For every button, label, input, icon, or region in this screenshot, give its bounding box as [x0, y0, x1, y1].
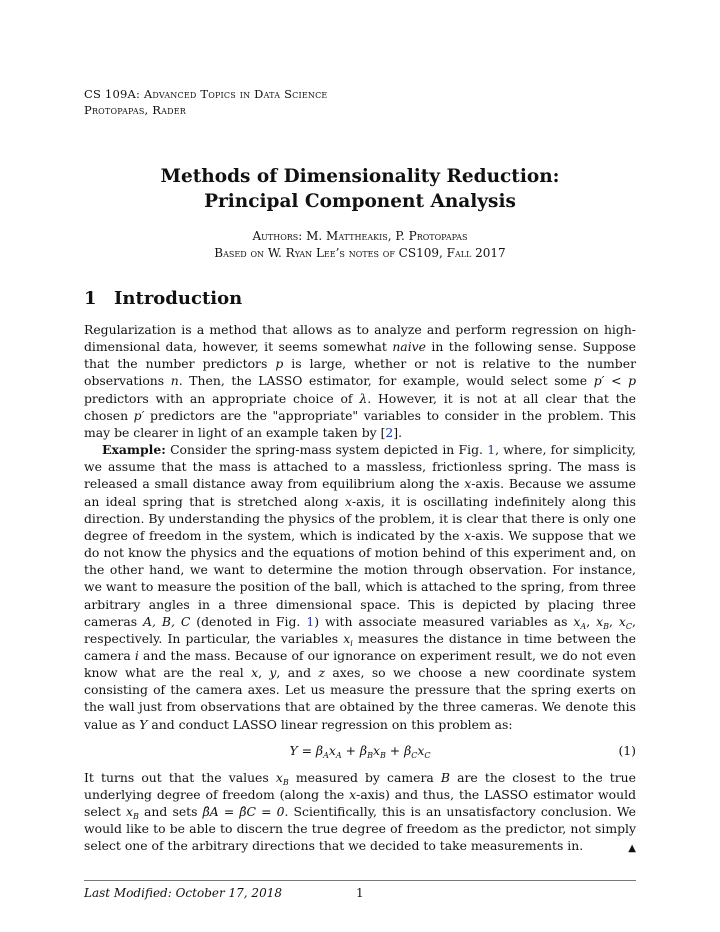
- text-run: , respectively. In particular, the variables: [84, 613, 636, 646]
- subscript: C: [625, 621, 632, 631]
- var: x: [372, 742, 380, 758]
- text-run: . However, it is not at all clear that the chosen: [84, 390, 636, 423]
- text-run: and the mass. Because of our ignorance on experiment result, we do not even know what are the real: [84, 647, 636, 681]
- text-run: and conduct LASSO linear regression on this problem as:: [147, 716, 513, 732]
- equation-number: (1): [618, 742, 636, 758]
- text-run: -axis, it is oscillating indefinitely along this direction. By understanding the physics of the problem, it is clear that there is only one degree of freedom in the system, which is indicated by the: [84, 493, 637, 543]
- math-p-prime: p′: [133, 407, 145, 423]
- math-x: x: [349, 786, 357, 802]
- paragraph-3: [84, 769, 636, 855]
- text-run: predictors are the "appropriate" variables to consider in the problem. This may be clearer in light of an example taken by [: [84, 407, 636, 440]
- text-run: ) with associate measured variables as: [314, 613, 574, 629]
- math-Y: Y: [139, 716, 148, 732]
- subscript: i: [350, 638, 353, 648]
- math-x: x: [464, 527, 472, 543]
- math-betas-zero: β̂A = β̂C = 0: [202, 804, 285, 820]
- section-heading: [84, 288, 636, 309]
- math-B: B: [440, 769, 450, 785]
- subscript: B: [603, 621, 609, 631]
- instructors: Protopapas, Rader: [84, 103, 186, 117]
- subscript: B: [133, 812, 139, 822]
- equation-lhs: Y =: [289, 742, 316, 758]
- beta: β: [359, 742, 368, 758]
- math-xc: [619, 614, 632, 629]
- subscript: B: [367, 750, 373, 760]
- based-on-line: Based on W. Ryan Lee’s notes of CS109, Fall 2017: [214, 246, 506, 260]
- text-run: (denoted in Fig.: [190, 613, 307, 629]
- citation-link[interactable]: 2: [385, 424, 394, 440]
- text-run: Regularization is a method that allows as to analyze and perform regression on high-dimensional data, however, it seems somewhat: [84, 322, 636, 355]
- last-modified: Last Modified: October 17, 2018: [84, 886, 282, 900]
- math-x: x: [251, 665, 259, 681]
- beta: β: [404, 742, 412, 758]
- example-label: Example:: [102, 442, 166, 458]
- math-inequality: p′ < p: [593, 373, 636, 389]
- emphasis: naive: [392, 339, 426, 355]
- math-xi: [343, 631, 353, 646]
- equation-1: [84, 742, 636, 760]
- subscript: C: [411, 750, 418, 760]
- text-run: It turns out that the values: [84, 769, 276, 785]
- var: x: [328, 742, 336, 758]
- section-body: [84, 321, 636, 855]
- plus: +: [341, 742, 360, 758]
- text-run: -axis) and thus, the LASSO estimator would select: [84, 786, 636, 820]
- course-name: CS 109A: Advanced Topics in Data Science: [84, 87, 328, 101]
- title-line-1: Methods of Dimensionality Reduction:: [160, 166, 560, 187]
- text-run: in the following sense. Suppose that the number predictors: [84, 339, 637, 372]
- math-xa: [573, 614, 586, 629]
- page-number: 1: [356, 886, 364, 900]
- math-cameras: A, B, C: [143, 613, 191, 629]
- subscript: A: [580, 621, 587, 631]
- text-run: . Scientifically, this is an unsatisfactory conclusion. We would like to be able to discern the true degree of freedom as the predictor, not simply select one of the arbitrary directions that we decided to take measurements in.: [84, 804, 636, 854]
- beta: β: [315, 742, 324, 758]
- subscript: B: [379, 750, 386, 760]
- text-run: -axis. We suppose that we do not know the physics and the equations of motion behind of this experiment and, on the other hand, we want to determine the motion through observation. For instance, we want to measure the position of the ball, which is attached to the spring, from three arbitrary angles in a three dimensional space. This is depicted by placing three cameras: [84, 527, 636, 629]
- math-xb: [596, 614, 609, 629]
- math-xb: [276, 770, 289, 785]
- paragraph-1: [84, 321, 636, 441]
- figure-link[interactable]: 1: [306, 613, 315, 629]
- text-run: . Then, the LASSO estimator, for example, would select some: [178, 373, 594, 389]
- var: x: [573, 613, 581, 629]
- var: x: [343, 630, 351, 646]
- text-run: , where, for simplicity, we assume that the mass is attached to a massless, frictionless spring. The mass is released a small distance away from equilibrium along the: [84, 442, 636, 492]
- text-run: measured by camera: [288, 769, 441, 785]
- math-p: p: [275, 356, 284, 372]
- var: x: [126, 804, 134, 820]
- subscript: A: [335, 750, 342, 760]
- math-x: x: [464, 476, 472, 492]
- title-line-2: Principal Component Analysis: [204, 191, 516, 212]
- authors-block: [84, 228, 636, 262]
- text-run: predictors with an appropriate choice of: [84, 390, 360, 406]
- text-run: is large, whether or not is relative to the number observations: [84, 356, 636, 389]
- section-title: Introduction: [114, 288, 243, 309]
- text-run: axes, so we choose a new coordinate system consisting of the camera axes. Let us measure the pressure that the spring exerts on the wall just from observations that are obtained by the three cameras. We denote this value as: [84, 665, 636, 732]
- subscript: A: [323, 750, 329, 760]
- math-xb: [126, 804, 139, 822]
- text-run: ].: [393, 424, 403, 440]
- text-run: Consider the spring-mass system depicted in Fig.: [165, 442, 488, 458]
- text-run: are the closest to the true underlying degree of freedom (along the: [84, 769, 636, 802]
- plus: +: [385, 742, 405, 758]
- math-y: y: [269, 665, 277, 681]
- math-lambda: λ: [359, 390, 368, 406]
- math-z: z: [318, 665, 325, 681]
- figure-link[interactable]: 1: [487, 442, 496, 458]
- authors-line: Authors: M. Mattheakis, P. Protopapas: [252, 229, 468, 243]
- page-footer: [84, 880, 636, 900]
- subscript: B: [282, 777, 289, 787]
- math-x: x: [344, 493, 352, 509]
- math-i: i: [134, 647, 139, 663]
- var: x: [275, 769, 283, 785]
- end-of-example-triangle-icon: ▲: [628, 843, 636, 855]
- text-run: measures the distance in time between the camera: [84, 630, 636, 663]
- text-run: -axis. Because we assume an ideal spring that is stretched along: [84, 476, 636, 509]
- paper-title: [84, 164, 636, 214]
- running-header: [84, 86, 636, 118]
- page: [84, 86, 636, 858]
- var: x: [417, 742, 425, 758]
- section-number: 1: [84, 288, 97, 309]
- text-run: and sets: [138, 804, 203, 820]
- var: x: [618, 613, 626, 629]
- subscript: C: [424, 750, 431, 760]
- var: x: [596, 613, 604, 629]
- paragraph-example: Example: Consider the spring-mass system depicted in Fig. 1, where, for simplicity, we assume that the mass is attached to a massless, frictionless spring. The mass is released a small distance away from equilibrium along the x-axis. Because we assume an ideal spring that is stretched along x-axis, it is oscillating indefinitely along this direction. By understanding the physics of the problem, it is clear that there is only one degree of freedom in the system, which is indicated by the x-axis. We suppose that we do not know the physics and the equations of motion behind of this experiment and, on the other hand, we want to determine the motion through observation. For instance, we want to measure the position of the ball, which is attached to the spring, from three arbitrary angles in a three dimensional space. This is depicted by placing three cameras A, B, C (denoted in Fig. 1) with associate measured variables as $x_A$, $x_B$, $x_C$, respectively. In particular, the variables $x_i$ measures the distance in time between the camera i and the mass. Because of our ignorance on experiment result, we do not even know what are the real x, y, and z axes, so we choose a new coordinate system consisting of the camera axes. Let us measure the pressure that the spring exerts on the wall just from observations that are obtained by the three cameras. We denote this value as Y and conduct LASSO linear regression on this problem as:: [84, 442, 637, 732]
- math-n: n: [170, 373, 179, 389]
